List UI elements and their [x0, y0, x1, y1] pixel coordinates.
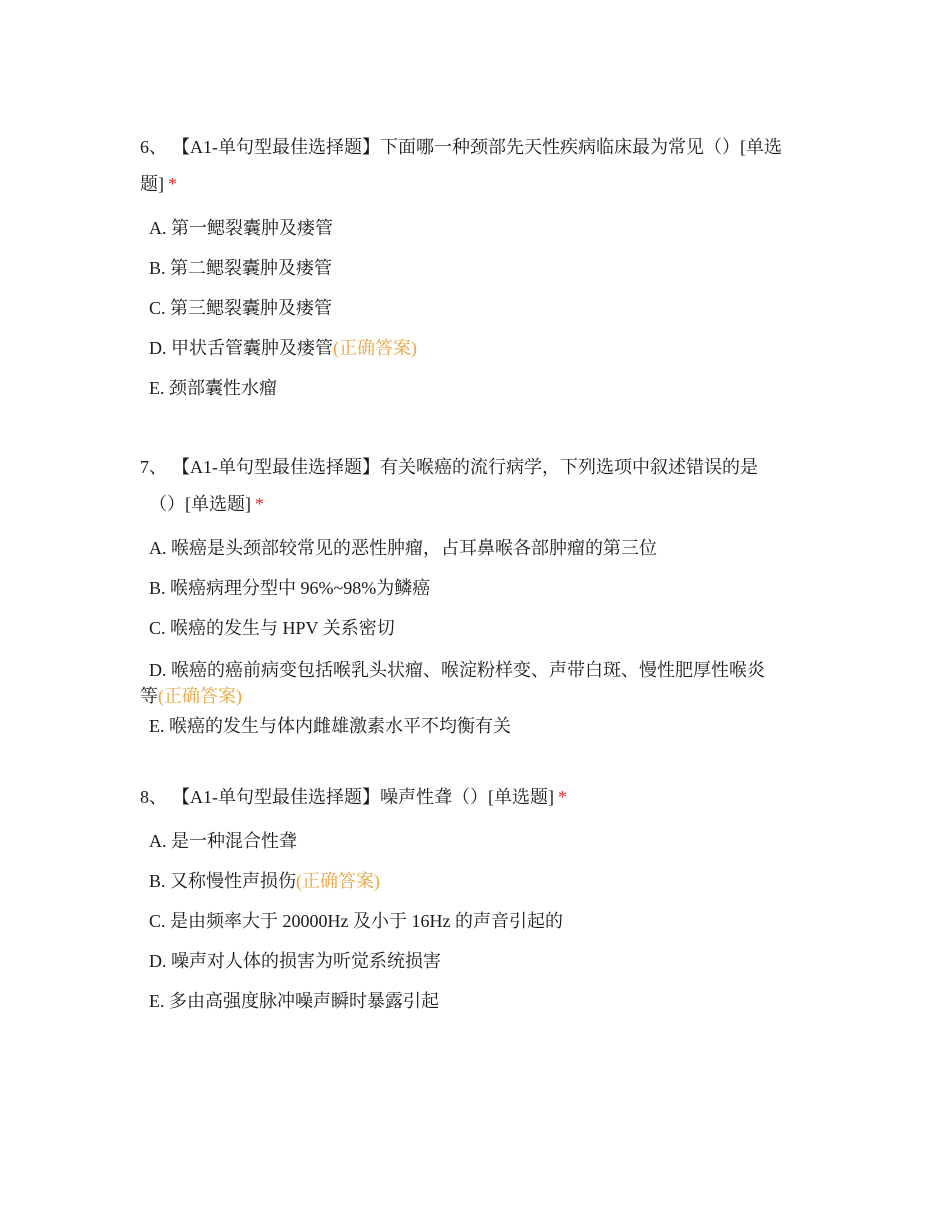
- question-title: [140, 449, 815, 523]
- option-label: E.: [149, 378, 165, 398]
- option-text: 喉癌的发生与 HPV 关系密切: [170, 618, 395, 638]
- question-number: 7、: [140, 457, 167, 477]
- option-label: E.: [149, 991, 165, 1011]
- option-text: 是一种混合性聋: [171, 831, 297, 851]
- option-e[interactable]: [140, 377, 815, 417]
- option-label: B.: [149, 871, 166, 891]
- option-d[interactable]: [140, 950, 815, 990]
- option-label: B.: [149, 258, 166, 278]
- question-title: [140, 779, 815, 816]
- option-text: 甲状舌管囊肿及瘘管: [171, 338, 333, 358]
- option-c[interactable]: [140, 617, 815, 657]
- option-label: B.: [149, 578, 166, 598]
- option-a[interactable]: [140, 830, 815, 870]
- option-label: C.: [149, 618, 166, 638]
- question-number: 8、: [140, 787, 167, 807]
- option-text: 喉癌的发生与体内雌雄激素水平不均衡有关: [169, 716, 511, 736]
- option-a[interactable]: [140, 537, 815, 577]
- option-text: 第二鳃裂囊肿及瘘管: [170, 258, 333, 278]
- option-list: [140, 217, 815, 417]
- option-label: D.: [149, 951, 167, 971]
- option-text-line1: 喉癌的癌前病变包括喉乳头状瘤、喉淀粉样变、声带白斑、慢性肥厚性喉炎: [171, 660, 765, 680]
- option-list: [140, 537, 815, 755]
- option-label: E.: [149, 716, 165, 736]
- question-6: [140, 129, 815, 417]
- option-b[interactable]: [140, 257, 815, 297]
- option-label: D.: [149, 338, 167, 358]
- option-label: A.: [149, 218, 167, 238]
- question-text-line1: 【A1-单句型最佳选择题】有关喉癌的流行病学，下列选项中叙述错误的是: [181, 457, 758, 477]
- question-8: [140, 779, 815, 1030]
- option-b[interactable]: [140, 577, 815, 617]
- option-d[interactable]: [140, 337, 815, 377]
- option-text-line2: 等: [140, 686, 158, 706]
- option-text: 喉癌是头颈部较常见的恶性肿瘤，占耳鼻喉各部肿瘤的第三位: [171, 538, 657, 558]
- question-number: 6、: [140, 137, 167, 157]
- option-label: C.: [149, 298, 166, 318]
- question-7: [140, 449, 815, 755]
- option-e[interactable]: [140, 990, 815, 1030]
- option-c[interactable]: [140, 297, 815, 337]
- option-text: 噪声对人体的损害为听觉系统损害: [171, 951, 441, 971]
- option-a[interactable]: [140, 217, 815, 257]
- question-text: 【A1-单句型最佳选择题】下面哪一种颈部先天性疾病临床最为常见（）[单选题]: [140, 137, 782, 194]
- option-text: 多由高强度脉冲噪声瞬时暴露引起: [169, 991, 439, 1011]
- option-text: 第一鳃裂囊肿及瘘管: [171, 218, 333, 238]
- option-text: 颈部囊性水瘤: [169, 378, 277, 398]
- option-b[interactable]: [140, 870, 815, 910]
- option-list: [140, 830, 815, 1030]
- question-text: 【A1-单句型最佳选择题】噪声性聋（）[单选题]: [181, 787, 554, 807]
- option-label: A.: [149, 831, 167, 851]
- option-c[interactable]: [140, 910, 815, 950]
- question-text-line2: （）[单选题]: [149, 494, 251, 514]
- option-text: 喉癌病理分型中 96%~98%为鳞癌: [170, 578, 431, 598]
- correct-answer-note: (正确答案): [333, 338, 417, 358]
- correct-answer-note: (正确答案): [296, 871, 381, 891]
- option-label: D.: [149, 660, 167, 680]
- required-mark: *: [557, 787, 567, 807]
- correct-answer-note: (正确答案): [158, 686, 242, 706]
- option-text: 又称慢性声损伤: [170, 871, 297, 891]
- option-label: A.: [149, 538, 167, 558]
- option-text: 是由频率大于 20000Hz 及小于 16Hz 的声音引起的: [170, 911, 563, 931]
- option-e[interactable]: [140, 715, 815, 755]
- question-title: [140, 129, 815, 203]
- option-label: C.: [149, 911, 166, 931]
- option-text: 第三鳃裂囊肿及瘘管: [170, 298, 333, 318]
- option-d[interactable]: [140, 657, 815, 715]
- required-mark: *: [168, 174, 177, 194]
- required-mark: *: [255, 494, 264, 514]
